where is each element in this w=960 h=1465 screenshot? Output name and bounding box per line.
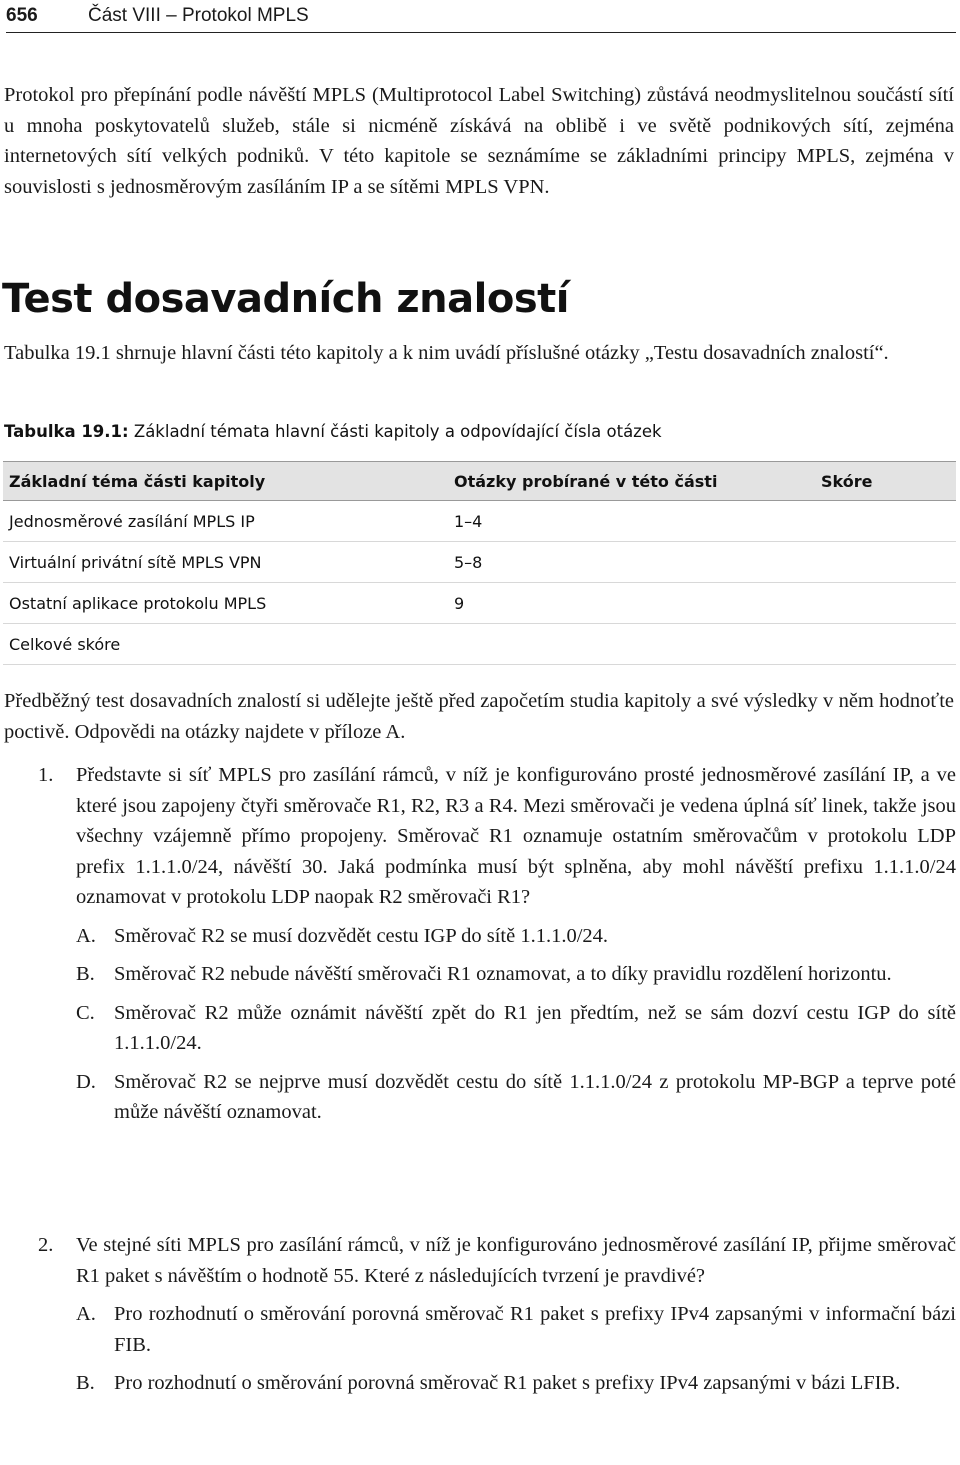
column-header-questions: Otázky probírané v této části — [448, 462, 815, 501]
column-header-topic: Základní téma části kapitoly — [3, 462, 448, 501]
topics-table — [3, 461, 956, 665]
option-letter: D. — [76, 1070, 96, 1093]
score-cell — [815, 583, 956, 624]
option-text: Pro rozhodnutí o směrování porovná směrovač R1 paket s prefixy IPv4 zapsanými v informační bázi FIB. — [114, 1303, 956, 1356]
section-heading: Test dosavadních znalostí — [2, 276, 569, 322]
topic-cell: Celkové skóre — [3, 624, 448, 665]
score-cell — [815, 624, 956, 665]
part-title: Část VIII – Protokol MPLS — [88, 5, 309, 26]
option-letter: C. — [76, 1001, 95, 1024]
table-row — [3, 542, 956, 583]
questions-cell: 1–4 — [448, 501, 815, 542]
page-number: 656 — [6, 5, 38, 26]
option-text: Směrovač R2 se musí dozvědět cestu IGP do sítě 1.1.1.0/24. — [114, 924, 609, 947]
table-reference-paragraph: Tabulka 19.1 shrnuje hlavní části této kapitoly a k nim uvádí příslušné otázky „Testu dosavadních znalostí“. — [4, 342, 889, 364]
answer-option — [0, 1299, 956, 1360]
table-row — [3, 501, 956, 542]
answer-option — [0, 959, 956, 990]
question-stem — [0, 1230, 956, 1291]
intro-paragraph: Protokol pro přepínání podle návěští MPLS (Multiprotocol Label Switching) zůstává neodmyslitelnou součástí sítí u mnoha poskytovatelů služeb, stále si nicméně získává na oblibě i ve světě podnikových sítí, zejména internetových sítí velkých podniků. V této kapitole se seznámíme se základními principy MPLS, zejména v souvislosti s jednosměrovým zasíláním IP a se sítěmi MPLS VPN. — [4, 84, 954, 198]
option-letter: B. — [76, 963, 95, 985]
table-caption-label: Tabulka 19.1: — [4, 422, 129, 441]
table-row — [3, 583, 956, 624]
topic-cell: Virtuální privátní sítě MPLS VPN — [3, 542, 448, 583]
topic-cell: Jednosměrové zasílání MPLS IP — [3, 501, 448, 542]
question-number: 2. — [38, 1234, 54, 1256]
questions-cell: 5–8 — [448, 542, 815, 583]
option-text: Směrovač R2 může oznámit návěští zpět do R1 jen předtím, než se sám dozví cestu IGP do sítě 1.1.1.0/24. — [114, 1001, 956, 1054]
questions-cell: 9 — [448, 583, 815, 624]
option-text: Pro rozhodnutí o směrování porovná směrovač R1 paket s prefixy IPv4 zapsanými v bázi LFIB. — [114, 1372, 901, 1394]
question-text: Představte si síť MPLS pro zasílání rámců, v níž je konfigurováno prosté jednosměrové zasílání IP, a ve které jsou zapojeny čtyři směrovače R1, R2, R3 a R4. Mezi směrovači je vedena úplná síť linek, takže jsou všechny vzájemně přímo propojeny. Směrovač R1 oznamuje ostatním směrovačům v protokolu LDP prefix 1.1.1.0/24, návěští 30. Jaká podmínka musí být splněna, aby mohl návěští prefixu 1.1.1.0/24 oznamovat v protokolu LDP naopak R2 směrovači R1? — [76, 764, 956, 908]
option-letter: A. — [76, 924, 96, 947]
question-text: Ve stejné síti MPLS pro zasílání rámců, v níž je konfigurováno jednosměrové zasílání IP, přijme směrovač R1 paket s návěštím o hodnotě 55. Které z následujících tvrzení je pravdivé? — [76, 1234, 956, 1287]
table-row-total — [3, 624, 956, 665]
option-text: Směrovač R2 nebude návěští směrovači R1 oznamovat, a to díky pravidlu rozdělení horizontu. — [114, 963, 892, 985]
instructions-paragraph: Předběžný test dosavadních znalostí si udělejte ještě před započetím studia kapitoly a své výsledky v něm hodnoťte poctivě. Odpovědi na otázky najdete v příloze A. — [4, 690, 954, 743]
answer-option — [0, 998, 956, 1059]
topic-cell: Ostatní aplikace protokolu MPLS — [3, 583, 448, 624]
running-header — [6, 4, 956, 33]
option-letter: A. — [76, 1303, 96, 1325]
option-letter: B. — [76, 1372, 95, 1394]
questions-cell — [448, 624, 815, 665]
answer-option — [0, 1067, 956, 1128]
score-cell — [815, 542, 956, 583]
question-number: 1. — [38, 764, 54, 786]
question-2 — [0, 1230, 956, 1399]
table-header-row — [3, 462, 956, 501]
score-cell — [815, 501, 956, 542]
answer-option — [0, 921, 956, 952]
question-stem — [0, 760, 956, 913]
question-1 — [0, 760, 956, 1128]
table-caption — [4, 422, 662, 441]
answer-option — [0, 1368, 956, 1399]
table-caption-text: Základní témata hlavní části kapitoly a odpovídající čísla otázek — [128, 422, 662, 441]
option-text: Směrovač R2 se nejprve musí dozvědět cestu do sítě 1.1.1.0/24 z protokolu MP-BGP a teprve poté může návěští oznamovat. — [114, 1070, 956, 1123]
column-header-score: Skóre — [815, 462, 956, 501]
